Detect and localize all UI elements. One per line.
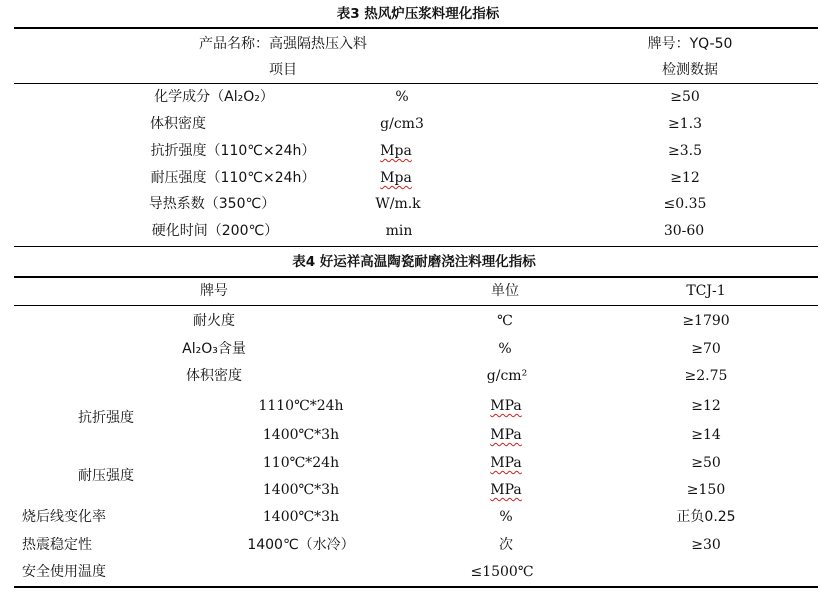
table4-unit: % bbox=[498, 341, 512, 357]
table3-grade: 牌号：YQ-50 bbox=[647, 36, 733, 52]
table3-unit: min bbox=[385, 223, 413, 239]
table4-head-unit: 单位 bbox=[491, 283, 519, 299]
table4-item: 烧后线变化率 bbox=[22, 509, 106, 525]
table3-unit: W/m.k bbox=[375, 196, 421, 212]
table4-group-label: 抗折强度 bbox=[78, 410, 134, 426]
table4-value: ≤1500℃ bbox=[470, 564, 534, 580]
table4-condition: 1400℃*3h bbox=[262, 509, 340, 525]
table4-value: ≥1790 bbox=[682, 313, 730, 329]
table4-value: ≥50 bbox=[691, 455, 721, 471]
table3-unit: g/cm3 bbox=[380, 116, 424, 132]
table3-item: 抗折强度（110℃×24h） bbox=[150, 143, 316, 159]
table4-item: 体积密度 bbox=[186, 368, 242, 384]
table3-item: 体积密度 bbox=[150, 116, 206, 132]
table3-value: ≤0.35 bbox=[663, 196, 707, 212]
table3-head-item: 项目 bbox=[269, 62, 297, 78]
table4-head-rule bbox=[14, 305, 818, 306]
table3-item: 导热系数（350℃） bbox=[148, 196, 276, 212]
table3-bottom-rule bbox=[14, 246, 818, 247]
table4-head-code: TCJ-1 bbox=[686, 283, 726, 299]
table3-caption: 表3 热风炉压浆料理化指标 bbox=[336, 6, 500, 22]
table3-head-rule bbox=[14, 83, 818, 84]
table4-value: 正负0.25 bbox=[676, 509, 736, 525]
table3-value: ≥1.3 bbox=[668, 116, 702, 132]
table4-bottom-rule bbox=[14, 586, 818, 588]
table3-value: ≥3.5 bbox=[668, 143, 702, 159]
table4-unit: % bbox=[499, 509, 513, 525]
table4-value: ≥14 bbox=[691, 427, 721, 443]
table4-head-grade: 牌号 bbox=[200, 283, 228, 299]
table3-unit: % bbox=[395, 89, 409, 105]
table4-unit: MPa bbox=[490, 482, 522, 498]
table4-item: 安全使用温度 bbox=[22, 564, 106, 580]
table3-top-rule bbox=[14, 27, 818, 29]
table3-item: 化学成分（Al₂O₂） bbox=[154, 89, 274, 105]
table4-unit: MPa bbox=[490, 398, 522, 414]
table4-value: ≥150 bbox=[686, 482, 726, 498]
table3-product-name: 产品名称：高强隔热压入料 bbox=[199, 36, 367, 52]
table4-value: ≥30 bbox=[691, 537, 721, 553]
table4-group-label: 耐压强度 bbox=[78, 468, 134, 484]
table4-top-rule bbox=[14, 276, 818, 278]
table4-item: 热震稳定性 bbox=[22, 537, 92, 553]
table4-condition: 1400℃*3h bbox=[262, 482, 340, 498]
table3-unit: Mpa bbox=[380, 143, 412, 159]
table4-value: ≥2.75 bbox=[684, 368, 728, 384]
table4-value: ≥70 bbox=[691, 341, 721, 357]
table4-condition: 110℃*24h bbox=[262, 455, 340, 471]
table4-item: Al₂O₃含量 bbox=[182, 341, 246, 357]
table4-condition: 1400℃（水冷） bbox=[247, 537, 355, 553]
table3-item: 耐压强度（110℃×24h） bbox=[150, 170, 316, 186]
table4-value: ≥12 bbox=[691, 398, 721, 414]
table4-caption: 表4 好运祥高温陶瓷耐磨浇注料理化指标 bbox=[292, 254, 536, 270]
table3-item: 硬化时间（200℃） bbox=[151, 223, 279, 239]
table4-item: 耐火度 bbox=[193, 313, 235, 329]
table4-unit: ℃ bbox=[497, 313, 513, 329]
table4-unit: MPa bbox=[490, 427, 522, 443]
table4-unit: g/cm² bbox=[486, 368, 528, 384]
table3-value: ≥50 bbox=[670, 89, 700, 105]
table4-condition: 1400℃*3h bbox=[262, 427, 340, 443]
table3-unit: Mpa bbox=[380, 170, 412, 186]
table4-unit: MPa bbox=[490, 455, 522, 471]
table4-condition: 1110℃*24h bbox=[258, 398, 344, 414]
table4-unit: 次 bbox=[499, 537, 513, 553]
table3-head-data: 检测数据 bbox=[662, 62, 718, 78]
table3-value: ≥12 bbox=[670, 170, 700, 186]
table3-value: 30-60 bbox=[663, 223, 705, 239]
